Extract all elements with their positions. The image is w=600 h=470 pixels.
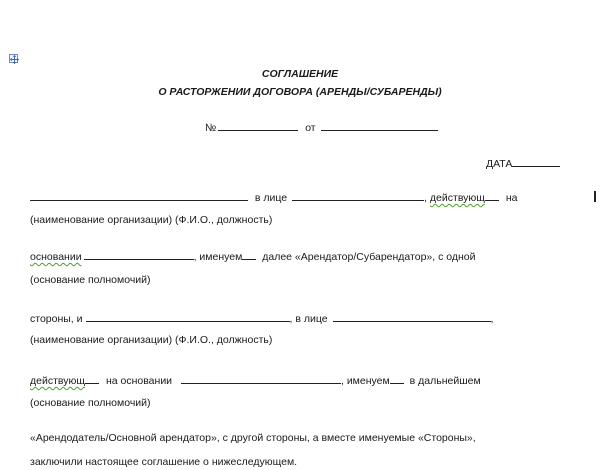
on-basis-label: на основании: [105, 375, 173, 387]
closing-line-1: «Арендодатель/Основной арендатор», с другой стороны, а вместе именуемые «Стороны»,: [30, 432, 476, 444]
table-move-handle-icon[interactable]: [9, 54, 18, 63]
in-person-label: в лице: [254, 192, 288, 204]
person1-blank[interactable]: [292, 190, 424, 201]
from-label: от: [305, 122, 316, 134]
from-date-blank[interactable]: [321, 120, 438, 131]
closing-line-2: заключили настоящее соглашение о нижеследующем.: [30, 456, 298, 468]
further-label: далее «Арендатор/Субарендатор», с одной: [262, 251, 476, 263]
acting2-ending-blank[interactable]: [85, 373, 99, 384]
text-cursor-icon: [594, 191, 596, 202]
title-line-1: СОГЛАШЕНИЕ: [261, 68, 339, 80]
basis2-blank[interactable]: [181, 373, 341, 384]
named2-ending-blank[interactable]: [390, 373, 404, 384]
named-ending-blank[interactable]: [242, 249, 256, 260]
acting-ending-blank[interactable]: [485, 190, 499, 201]
org2-blank[interactable]: [86, 311, 290, 322]
date-line: [486, 156, 560, 171]
date-blank[interactable]: [512, 156, 560, 167]
party2-hint: (наименование организации) (Ф.И.О., должность): [30, 334, 273, 346]
named2-label: , именуем: [340, 375, 390, 387]
on-label: на: [505, 192, 518, 204]
comma-label: ,: [490, 313, 494, 325]
basis1-blank[interactable]: [84, 249, 194, 260]
org1-blank[interactable]: [30, 190, 248, 201]
acting2-label: действующ: [30, 375, 86, 387]
further2-label: в дальнейшем: [409, 375, 481, 387]
party2-line: [30, 311, 493, 326]
person2-blank[interactable]: [333, 311, 491, 322]
basis-hint: (основание полномочий): [30, 274, 151, 286]
number-label: №: [205, 122, 217, 134]
named-label: , именуем: [193, 251, 243, 263]
number-line: [205, 120, 438, 135]
acting-label: действующ: [429, 192, 485, 204]
basis-label: основании: [30, 251, 82, 263]
party1-hint: (наименование организации) (Ф.И.О., должность): [30, 214, 273, 226]
date-label: ДАТА: [486, 158, 513, 170]
number-blank[interactable]: [218, 120, 298, 131]
basis2-hint: (основание полномочий): [30, 397, 151, 409]
sides-and-label: стороны, и: [30, 313, 83, 325]
party1-line: в лице , действующ на: [30, 190, 518, 205]
in-person2-label: , в лице: [289, 313, 328, 325]
acting2-line: [30, 373, 481, 388]
basis-line: [30, 249, 476, 264]
title-line-2: О РАСТОРЖЕНИИ ДОГОВОРА (АРЕНДЫ/СУБАРЕНДЫ): [158, 86, 442, 98]
